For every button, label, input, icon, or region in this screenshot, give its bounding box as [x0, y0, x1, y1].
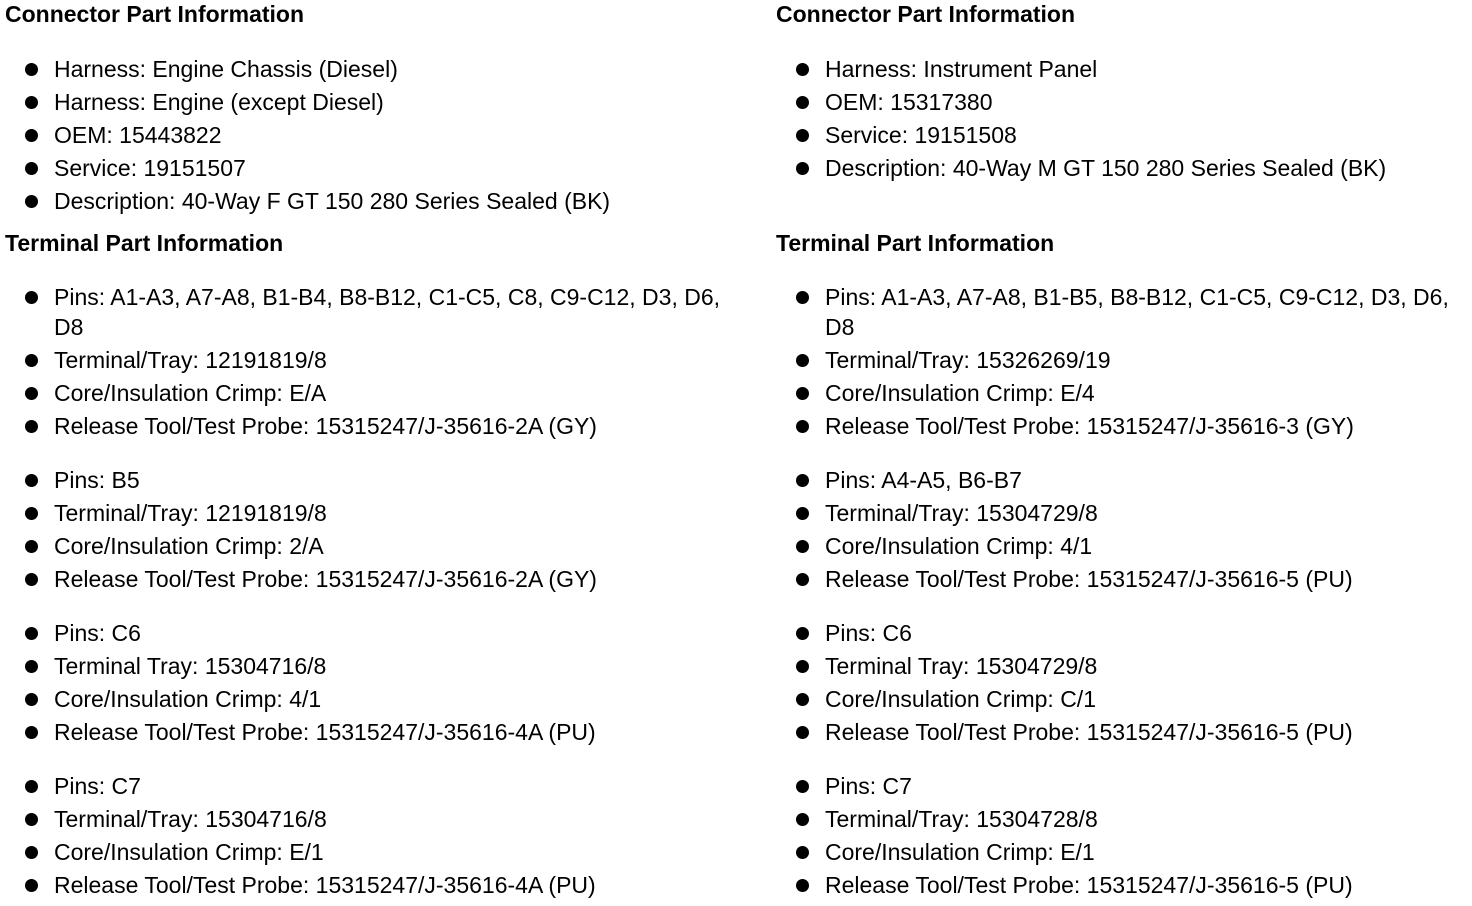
- bullet-icon: [796, 813, 809, 826]
- list-item: Pins: C6: [5, 617, 596, 650]
- bullet-icon: [25, 63, 38, 76]
- bullet-icon: [796, 96, 809, 109]
- list-item: Core/Insulation Crimp: E/1: [776, 836, 1353, 869]
- terminal-group: [776, 770, 1353, 902]
- list-item: Pins: C7: [5, 770, 596, 803]
- bullet-icon: [25, 162, 38, 175]
- list-item: Release Tool/Test Probe: 15315247/J-35616-5 (PU): [776, 563, 1353, 596]
- bullet-icon: [25, 573, 38, 586]
- bullet-icon: [796, 693, 809, 706]
- list-item: Pins: C7: [776, 770, 1353, 803]
- bullet-icon: [796, 129, 809, 142]
- list-item: Pins: C6: [776, 617, 1353, 650]
- list-item: Release Tool/Test Probe: 15315247/J-35616-2A (GY): [5, 410, 745, 443]
- list-item: Harness: Instrument Panel: [776, 53, 1386, 86]
- bullet-icon: [796, 474, 809, 487]
- list-item: Terminal/Tray: 15304729/8: [776, 497, 1353, 530]
- bullet-icon: [796, 573, 809, 586]
- bullet-icon: [25, 96, 38, 109]
- bullet-icon: [796, 780, 809, 793]
- terminal-heading: Terminal Part Information: [776, 230, 1055, 256]
- connector-heading: Connector Part Information: [776, 1, 1076, 27]
- list-item: Pins: A1-A3, A7-A8, B1-B4, B8-B12, C1-C5, C8, C9-C12, D3, D6, D8: [5, 282, 745, 344]
- list-item: Release Tool/Test Probe: 15315247/J-35616-5 (PU): [776, 869, 1353, 902]
- bullet-icon: [25, 507, 38, 520]
- bullet-icon: [796, 420, 809, 433]
- list-item: Core/Insulation Crimp: E/1: [5, 836, 596, 869]
- list-item: Release Tool/Test Probe: 15315247/J-35616-3 (GY): [776, 410, 1466, 443]
- list-item: OEM: 15317380: [776, 86, 1386, 119]
- bullet-icon: [25, 780, 38, 793]
- bullet-icon: [25, 420, 38, 433]
- terminal-heading: Terminal Part Information: [5, 230, 284, 256]
- terminal-group: [5, 770, 596, 902]
- list-item: Terminal/Tray: 15304716/8: [5, 803, 596, 836]
- bullet-icon: [796, 162, 809, 175]
- bullet-icon: [796, 291, 809, 304]
- list-item: Harness: Engine (except Diesel): [5, 86, 610, 119]
- terminal-group: [5, 282, 745, 443]
- list-item: Core/Insulation Crimp: E/4: [776, 377, 1466, 410]
- list-item: Core/Insulation Crimp: E/A: [5, 377, 745, 410]
- list-item: Terminal/Tray: 12191819/8: [5, 497, 597, 530]
- list-item: Pins: B5: [5, 464, 597, 497]
- bullet-icon: [25, 627, 38, 640]
- bullet-icon: [796, 354, 809, 367]
- bullet-icon: [25, 195, 38, 208]
- list-item: Description: 40-Way M GT 150 280 Series Sealed (BK): [776, 152, 1386, 185]
- terminal-group: [776, 464, 1353, 596]
- bullet-icon: [796, 846, 809, 859]
- list-item: Terminal Tray: 15304729/8: [776, 650, 1353, 683]
- bullet-icon: [25, 129, 38, 142]
- bullet-icon: [796, 63, 809, 76]
- list-item: Release Tool/Test Probe: 15315247/J-35616-4A (PU): [5, 716, 596, 749]
- connector-list: [776, 53, 1386, 185]
- bullet-icon: [796, 660, 809, 673]
- terminal-group: [776, 282, 1466, 443]
- connector-heading: Connector Part Information: [5, 1, 305, 27]
- list-item: Core/Insulation Crimp: C/1: [776, 683, 1353, 716]
- bullet-icon: [25, 879, 38, 892]
- bullet-icon: [25, 693, 38, 706]
- bullet-icon: [796, 507, 809, 520]
- bullet-icon: [25, 726, 38, 739]
- terminal-group: [776, 617, 1353, 749]
- list-item: Service: 19151507: [5, 152, 610, 185]
- bullet-icon: [25, 813, 38, 826]
- bullet-icon: [796, 879, 809, 892]
- list-item: Pins: A4-A5, B6-B7: [776, 464, 1353, 497]
- bullet-icon: [25, 540, 38, 553]
- terminal-group: [5, 617, 596, 749]
- list-item: Release Tool/Test Probe: 15315247/J-35616-2A (GY): [5, 563, 597, 596]
- bullet-icon: [796, 387, 809, 400]
- bullet-icon: [796, 540, 809, 553]
- list-item: OEM: 15443822: [5, 119, 610, 152]
- list-item: Release Tool/Test Probe: 15315247/J-35616-5 (PU): [776, 716, 1353, 749]
- list-item: Core/Insulation Crimp: 4/1: [5, 683, 596, 716]
- bullet-icon: [25, 474, 38, 487]
- bullet-icon: [796, 627, 809, 640]
- list-item: Terminal Tray: 15304716/8: [5, 650, 596, 683]
- bullet-icon: [25, 660, 38, 673]
- list-item: Pins: A1-A3, A7-A8, B1-B5, B8-B12, C1-C5, C9-C12, D3, D6, D8: [776, 282, 1466, 344]
- list-item: Description: 40-Way F GT 150 280 Series Sealed (BK): [5, 185, 610, 218]
- list-item: Terminal/Tray: 12191819/8: [5, 344, 745, 377]
- bullet-icon: [25, 387, 38, 400]
- list-item: Core/Insulation Crimp: 2/A: [5, 530, 597, 563]
- bullet-icon: [25, 354, 38, 367]
- bullet-icon: [25, 846, 38, 859]
- bullet-icon: [796, 726, 809, 739]
- list-item: Release Tool/Test Probe: 15315247/J-35616-4A (PU): [5, 869, 596, 902]
- list-item: Service: 19151508: [776, 119, 1386, 152]
- terminal-group: [5, 464, 597, 596]
- list-item: Core/Insulation Crimp: 4/1: [776, 530, 1353, 563]
- bullet-icon: [25, 291, 38, 304]
- list-item: Terminal/Tray: 15304728/8: [776, 803, 1353, 836]
- list-item: Harness: Engine Chassis (Diesel): [5, 53, 610, 86]
- connector-list: [5, 53, 610, 218]
- list-item: Terminal/Tray: 15326269/19: [776, 344, 1466, 377]
